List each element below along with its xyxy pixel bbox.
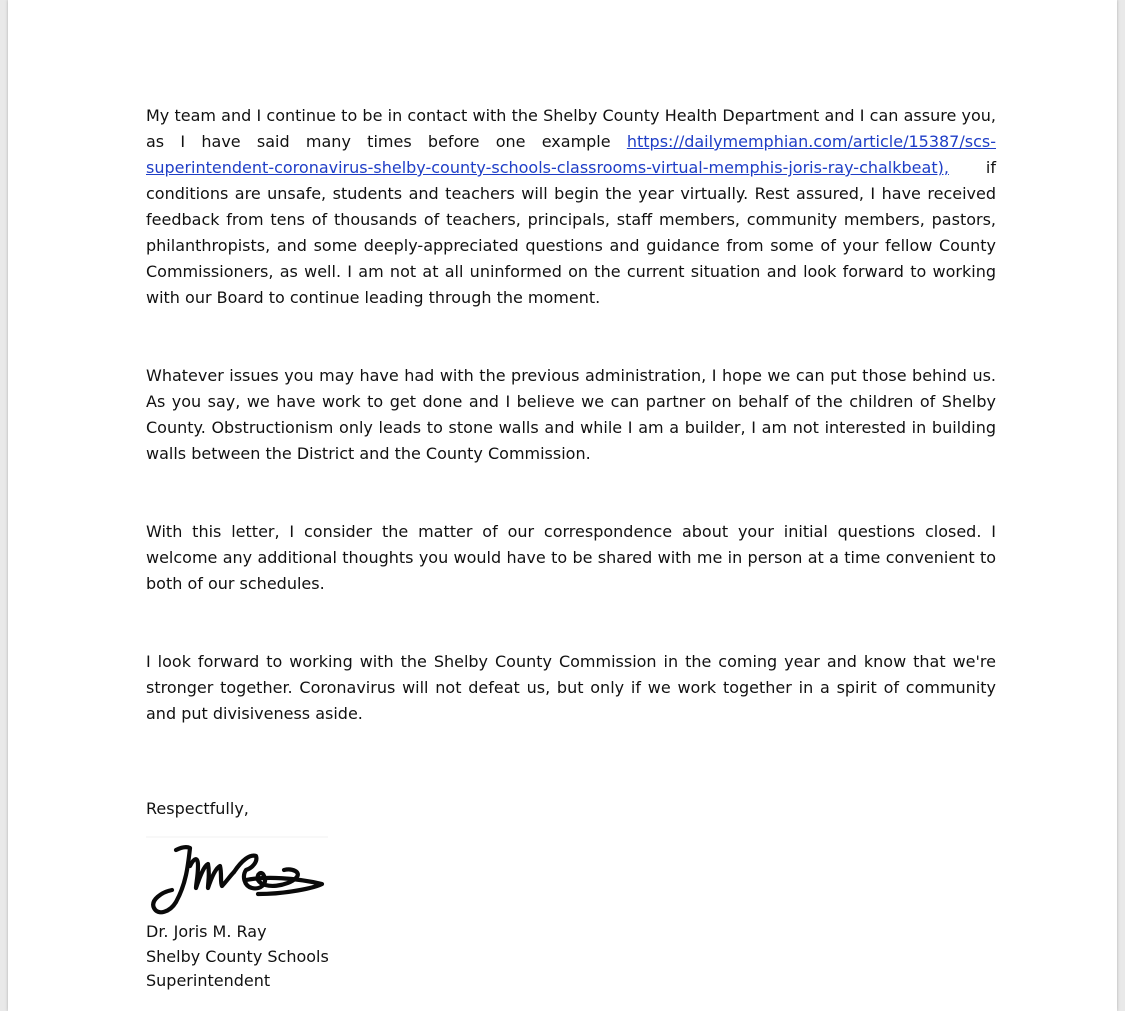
paragraph-3: With this letter, I consider the matter of our correspondence about your initial questions closed. I welcome any additional thoughts you would have to be shared with me in person at a time convenient to both of our schedules. bbox=[146, 522, 996, 593]
letter-body bbox=[146, 103, 996, 727]
paragraph-1-text-end: if conditions are unsafe, students and teachers will begin the year virtually. Rest assured, I have received feedback from tens of thousands of teachers, principals, staff members, community members, pastors, philanthropists, and some deeply-appreciated questions and guidance from some of your fellow County Commissioners, as well. I am not at all uninformed on the current situation and look forward to working with our Board to continue leading through the moment. bbox=[146, 158, 996, 307]
signature-block bbox=[146, 920, 329, 994]
paragraph-2: Whatever issues you may have had with the previous administration, I hope we can put those behind us. As you say, we have work to get done and I believe we can partner on behalf of the children of Shelby County. Obstructionism only leads to stone walls and while I am a builder, I am not interested in building walls between the District and the County Commission. bbox=[146, 366, 996, 463]
signer-organization: Shelby County Schools bbox=[146, 946, 329, 966]
paragraph-4: I look forward to working with the Shelby County Commission in the coming year and know that we're stronger together. Coronavirus will not defeat us, but only if we work together in a spirit of community and put divisiveness aside. bbox=[146, 652, 996, 723]
document-page bbox=[8, 0, 1117, 1011]
signature-image bbox=[146, 836, 328, 920]
paragraph-1 bbox=[146, 103, 996, 311]
closing-salutation: Respectfully, bbox=[146, 799, 249, 818]
paragraph-1-text-start: My team and I continue to be in contact with the Shelby County Health Department and I can assure you, as I have said many times before one example bbox=[146, 106, 996, 151]
signer-name: Dr. Joris M. Ray bbox=[146, 922, 267, 941]
article-link[interactable]: https://dailymemphian.com/article/15387/scs-superintendent-coronavirus-shelby-county-schools-classrooms-virtual-memphis-joris-ray-chalkbeat), bbox=[146, 132, 996, 177]
signer-title: Superintendent bbox=[146, 971, 271, 990]
